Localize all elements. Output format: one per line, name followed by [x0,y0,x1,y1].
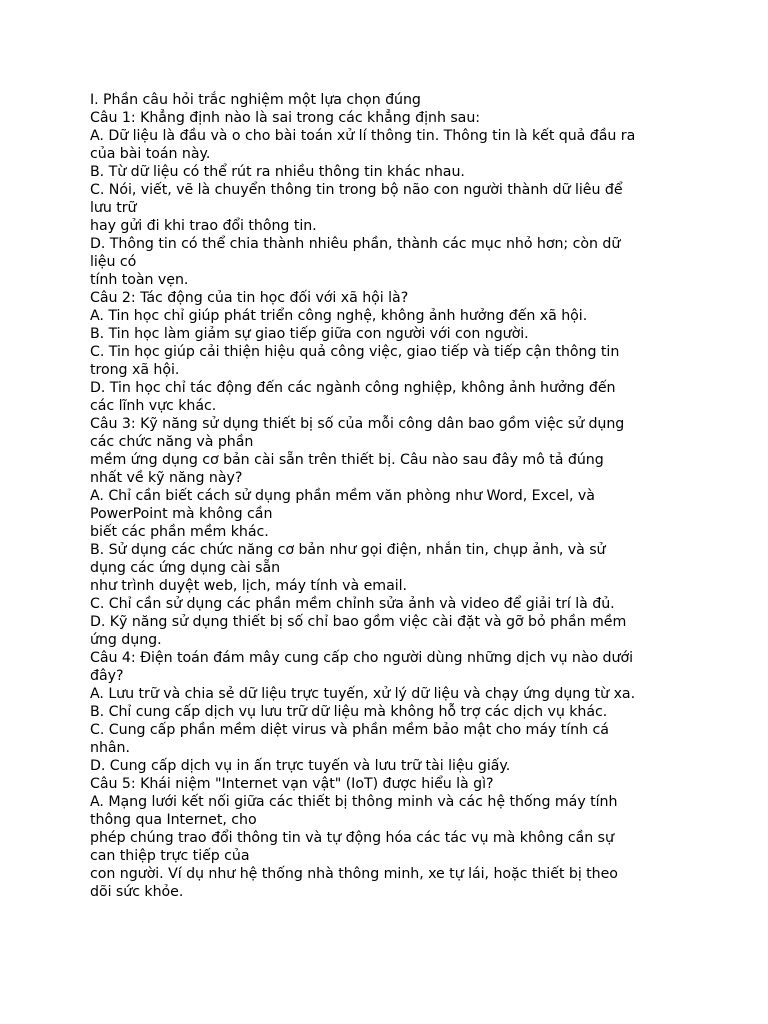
document-text-line: ứng dụng. [90,632,162,648]
document-text-line: hay gửi đi khi trao đổi thông tin. [90,218,317,234]
document-text-line: A. Dữ liệu là đầu và o cho bài toán xử lí thông tin. Thông tin là kết quả đầu ra [90,128,636,144]
document-text-line: Câu 2: Tác động của tin học đối với xã hội là? [90,290,409,306]
document-text-line: A. Lưu trữ và chia sẻ dữ liệu trực tuyến, xử lý dữ liệu và chạy ứng dụng từ xa. [90,686,636,702]
document-text-line: A. Tin học chỉ giúp phát triển công nghệ, không ảnh hưởng đến xã hội. [90,308,588,324]
document-text-line: C. Cung cấp phần mềm diệt virus và phần mềm bảo mật cho máy tính cá [90,722,609,738]
document-body [90,91,690,901]
document-text-line: các chức năng và phần [90,434,254,450]
document-text-line: A. Chỉ cần biết cách sử dụng phần mềm văn phòng như Word, Excel, và [90,488,595,504]
document-text-line: Câu 4: Điện toán đám mây cung cấp cho người dùng những dịch vụ nào dưới [90,650,633,666]
document-text-line: trong xã hội. [90,362,180,378]
document-text-line: nhân. [90,740,130,756]
document-text-line: lưu trữ [90,200,137,216]
document-text-line: B. Từ dữ liệu có thể rút ra nhiều thông tin khác nhau. [90,164,465,180]
document-text-line: liệu có [90,254,137,270]
document-text-line: của bài toán này. [90,146,211,162]
document-text-line: tính toàn vẹn. [90,272,189,288]
document-text-line: I. Phần câu hỏi trắc nghiệm một lựa chọn đúng [90,92,421,108]
document-text-line: D. Cung cấp dịch vụ in ấn trực tuyến và lưu trữ tài liệu giấy. [90,758,511,774]
document-text-line: Câu 5: Khái niệm "Internet vạn vật" (IoT) được hiểu là gì? [90,776,494,792]
document-text-line: con người. Ví dụ như hệ thống nhà thông minh, xe tự lái, hoặc thiết bị theo [90,866,618,882]
document-text-line: đây? [90,668,124,684]
document-text-line: dõi sức khỏe. [90,884,184,900]
document-text-line: thông qua Internet, cho [90,812,257,828]
document-text-line: B. Chỉ cung cấp dịch vụ lưu trữ dữ liệu mà không hỗ trợ các dịch vụ khác. [90,704,608,720]
document-text-line: dụng các ứng dụng cài sẵn [90,560,281,576]
document-text-line: C. Chỉ cần sử dụng các phần mềm chỉnh sửa ảnh và video để giải trí là đủ. [90,596,615,612]
document-text-line: can thiệp trực tiếp của [90,848,250,864]
document-text-line: Câu 3: Kỹ năng sử dụng thiết bị số của mỗi công dân bao gồm việc sử dụng [90,416,625,432]
document-text-line: nhất về kỹ năng này? [90,470,243,486]
document-text-line: như trình duyệt web, lịch, máy tính và email. [90,578,407,594]
document-text-line: D. Tin học chỉ tác động đến các ngành công nghiệp, không ảnh hưởng đến [90,380,616,396]
document-text-line: D. Kỹ năng sử dụng thiết bị số chỉ bao gồm việc cài đặt và gỡ bỏ phần mềm [90,614,627,630]
document-text-line: Câu 1: Khẳng định nào là sai trong các khẳng định sau: [90,110,480,126]
document-text-line: biết các phần mềm khác. [90,524,269,540]
document-text-line: mềm ứng dụng cơ bản cài sẵn trên thiết bị. Câu nào sau đây mô tả đúng [90,452,604,468]
document-text-line: D. Thông tin có thể chia thành nhiêu phần, thành các mục nhỏ hơn; còn dữ [90,236,621,252]
document-text-line: các lĩnh vực khác. [90,398,217,414]
document-text-line: C. Tin học giúp cải thiện hiệu quả công việc, giao tiếp và tiếp cận thông tin [90,344,620,360]
document-text-line: PowerPoint mà không cần [90,506,273,522]
document-text-line: B. Tin học làm giảm sự giao tiếp giữa con người với con người. [90,326,529,342]
document-text-line: A. Mạng lưới kết nối giữa các thiết bị thông minh và các hệ thống máy tính [90,794,618,810]
document-text-line: phép chúng trao đổi thông tin và tự động hóa các tác vụ mà không cần sự [90,830,614,846]
document-text-line: C. Nói, viết, vẽ là chuyển thông tin trong bộ não con người thành dữ liêu để [90,182,623,198]
document-text-line: B. Sử dụng các chức năng cơ bản như gọi điện, nhắn tin, chụp ảnh, và sử [90,542,606,558]
